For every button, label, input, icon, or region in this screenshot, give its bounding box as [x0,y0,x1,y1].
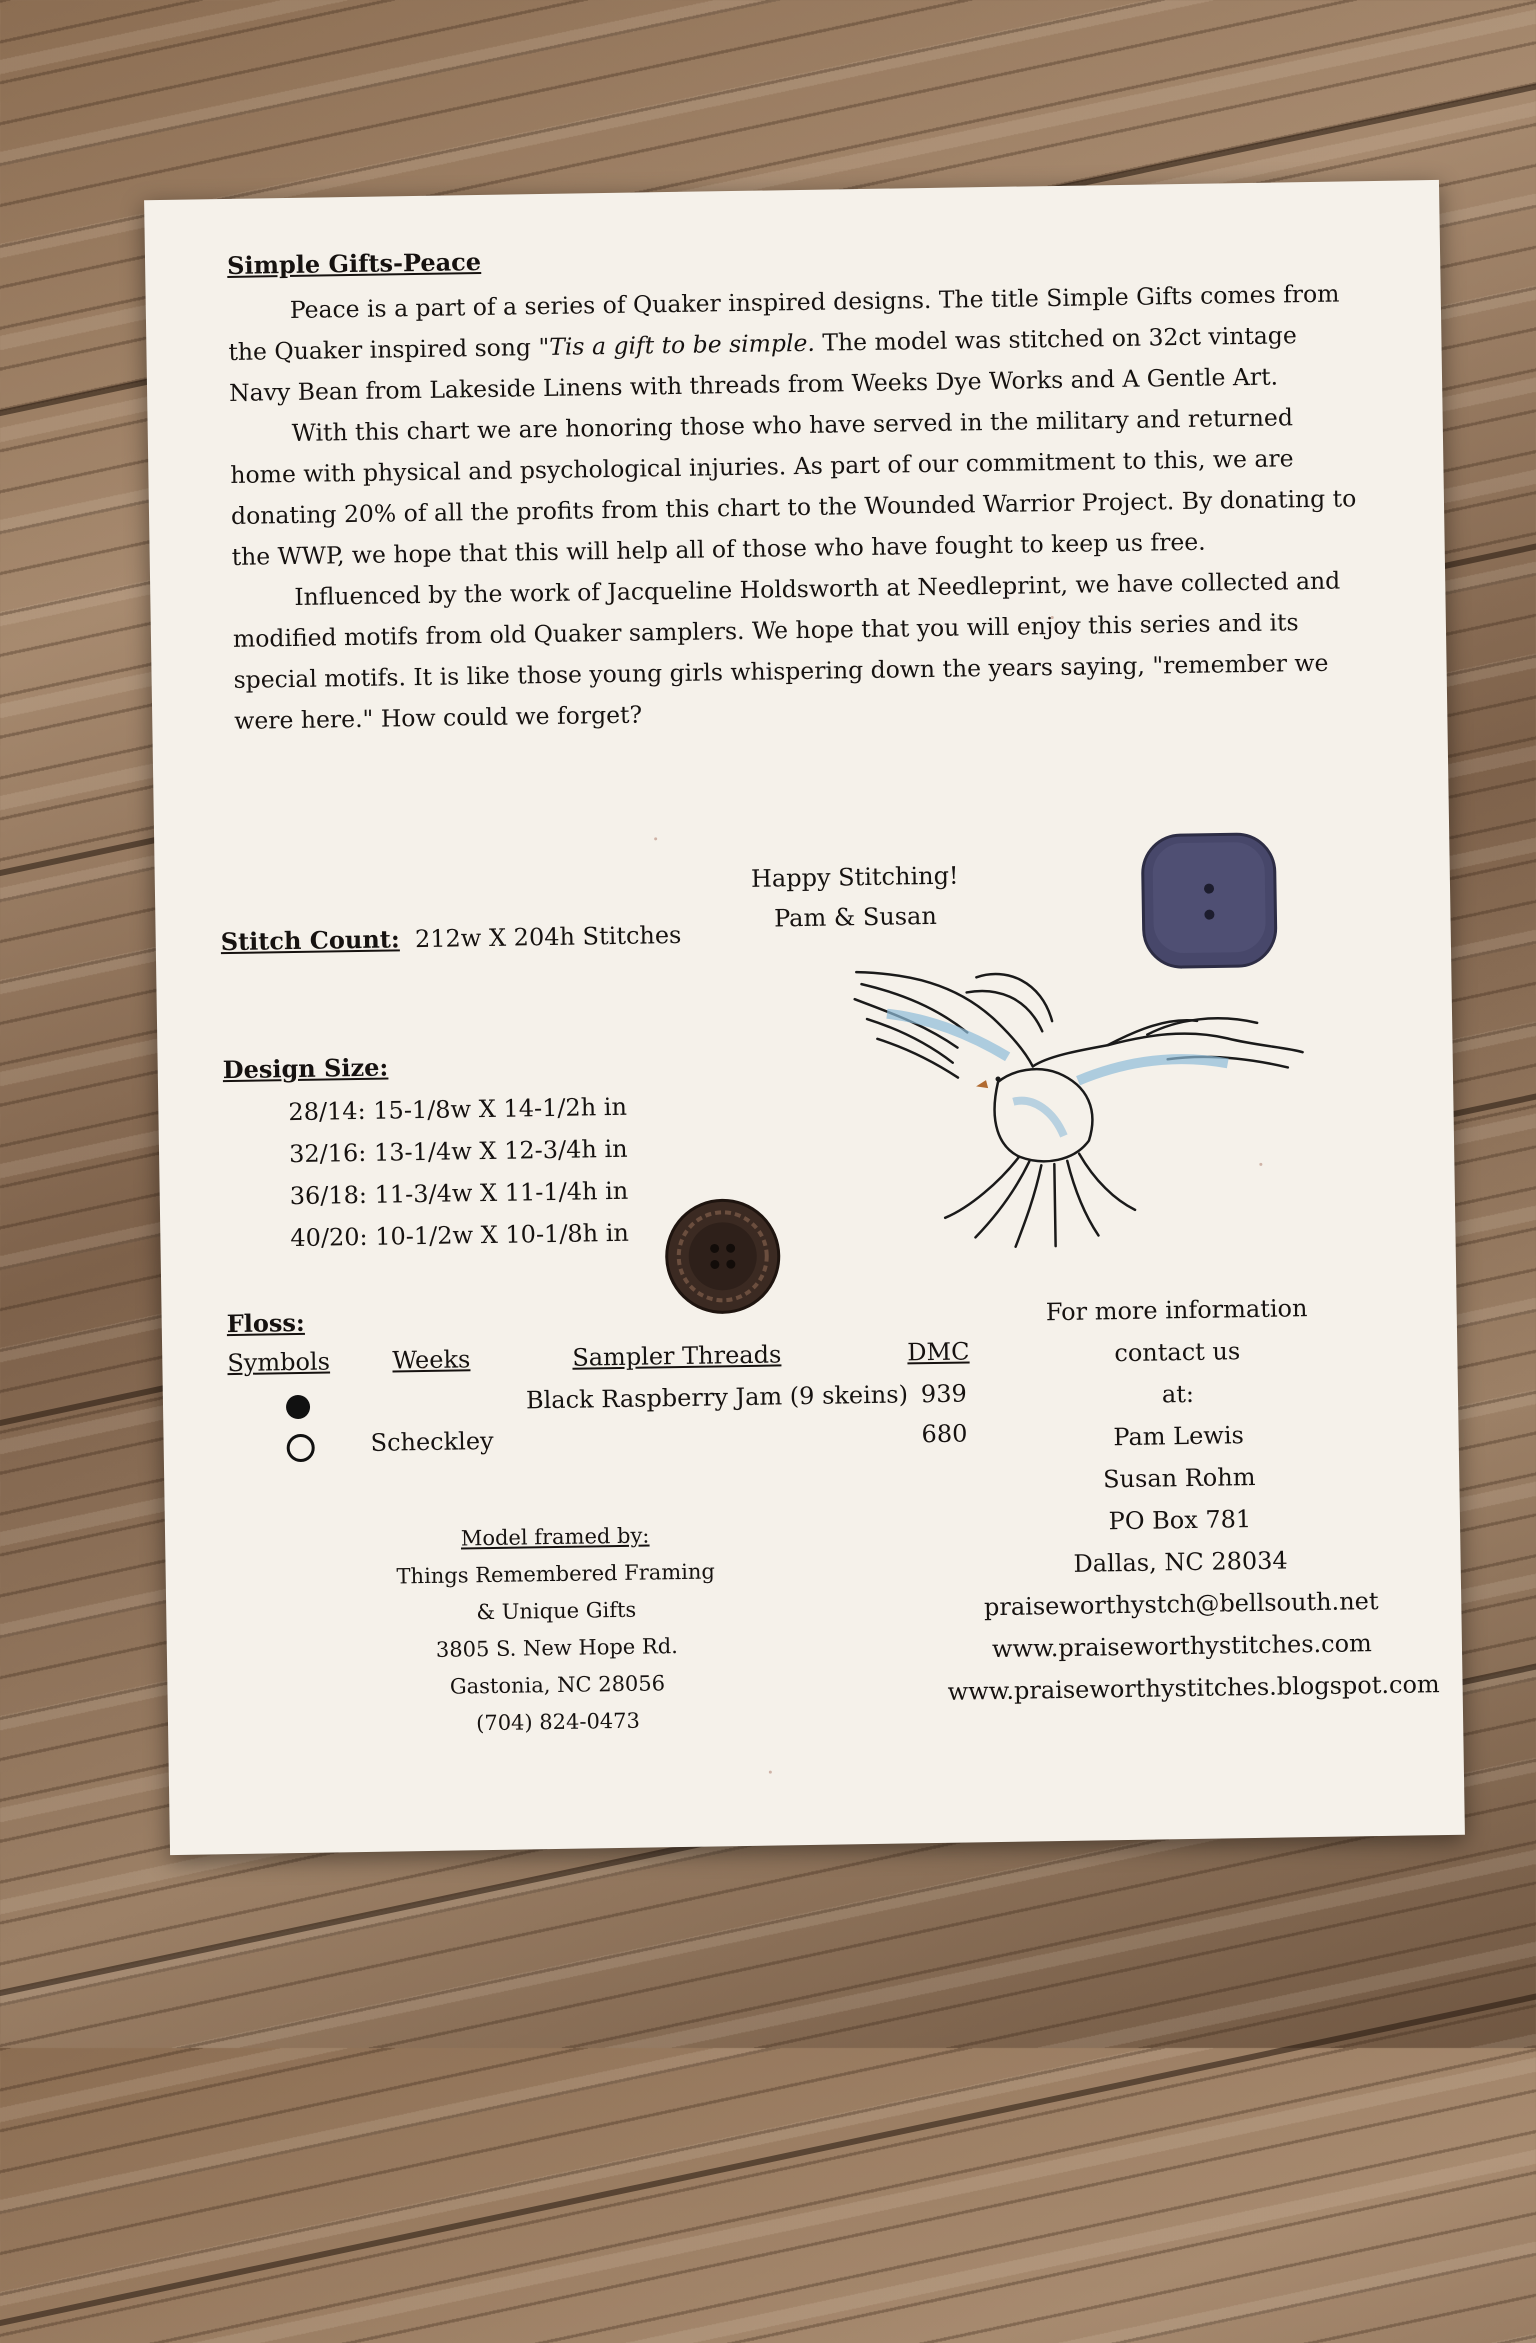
framed-by-line: (704) 824-0473 [475,1708,641,1736]
framed-by [355,1516,758,1744]
design-size-row: 36/18: 11-3/4w X 11-1/4h in [289,1176,629,1211]
round-button [660,1193,786,1319]
contact-line: contact us [1114,1337,1241,1368]
header-weeks: Weeks [392,1345,471,1375]
row-weeks: Scheckley [370,1426,494,1457]
header-dmc: DMC [907,1337,970,1367]
design-size-row: 28/14: 15-1/8w X 14-1/2h in [288,1092,628,1127]
stitch-count-value: 212w X 204h Stitches [414,920,682,954]
header-sampler-threads: Sampler Threads [572,1340,782,1372]
row-sampler: Black Raspberry Jam (9 skeins) [525,1380,909,1415]
design-size [223,1049,630,1260]
contact-line: For more information [1045,1294,1308,1327]
intro-text [228,273,1365,742]
filled-circle-icon [286,1395,310,1419]
contact-info [941,1286,1440,1713]
stitch-count-label: Stitch Count: [220,924,400,957]
contact-line: Dallas, NC 28034 [1073,1546,1288,1578]
pattern-cover-sheet [144,180,1465,1855]
contact-website[interactable]: www.praiseworthystitches.com [991,1629,1373,1664]
intro-text-b: The model was stitched on 32ct vintage Navy Bean from Lakeside Linens with threads from Weeks Dye Works and A Gentle Art. [228,321,1297,407]
page-title: Simple Gifts-Peace [226,246,482,280]
intro-paragraph-1 [228,273,1360,414]
intro-paragraph-3: Influenced by the work of Jacqueline Holdsworth at Needleprint, we have collected and modified motifs from old Quaker samplers. We hope that you will enjoy this series and its special motifs. It is like those young girls whispering down the years saying, "remember we were here." How could we forget? [232,566,1341,735]
paper-fleck [654,837,657,840]
intro-paragraph-2: With this chart we are honoring those who have served in the military and returned home with physical and psychological injuries. As part of our commitment to this, we are donating 20% of all the profits from this chart to the Wounded Warrior Project. By donating to the WWP, we hope that this will help all of those who have fought to keep us free. [230,403,1357,571]
signoff-line-2: Pam & Susan [773,901,938,933]
paper-fleck [769,1771,772,1774]
square-button [1134,825,1284,975]
signoff [725,855,986,939]
design-size-rows [288,1086,629,1259]
framed-by-line: Things Remembered Framing [396,1559,716,1589]
contact-line: PO Box 781 [1108,1505,1252,1536]
contact-line: Susan Rohm [1102,1462,1256,1494]
song-title: "Tis a gift to be simple. [538,328,816,362]
framed-by-line: 3805 S. New Hope Rd. [435,1634,679,1662]
contact-email[interactable]: praiseworthystch@bellsouth.net [983,1587,1379,1622]
open-circle-icon [286,1434,314,1462]
stitch-count [221,920,682,956]
wood-seam [0,1963,1536,2343]
contact-line: Pam Lewis [1113,1421,1245,1452]
framed-by-line: Gastonia, NC 28056 [449,1671,666,1699]
framed-by-line: & Unique Gifts [476,1597,637,1625]
contact-line: at: [1161,1379,1195,1409]
design-size-row: 40/20: 10-1/2w X 10-1/8h in [290,1218,630,1253]
row-dmc: 939 [920,1379,967,1409]
contact-blog[interactable]: www.praiseworthystitches.blogspot.com [947,1670,1440,1706]
framed-by-label: Model framed by: [460,1523,650,1551]
dove-illustration [846,957,1310,1254]
intro-text-a: Peace is a part of a series of Quaker inspired designs. The title Simple Gifts comes from the Quaker inspired song [228,279,1340,366]
signoff-line-1: Happy Stitching! [750,861,959,893]
floss-label: Floss: [226,1307,306,1339]
design-size-label: Design Size: [222,1052,389,1085]
row-dmc: 680 [921,1419,968,1449]
design-size-row: 32/16: 13-1/4w X 12-3/4h in [288,1134,628,1169]
header-symbols: Symbols [227,1347,331,1378]
